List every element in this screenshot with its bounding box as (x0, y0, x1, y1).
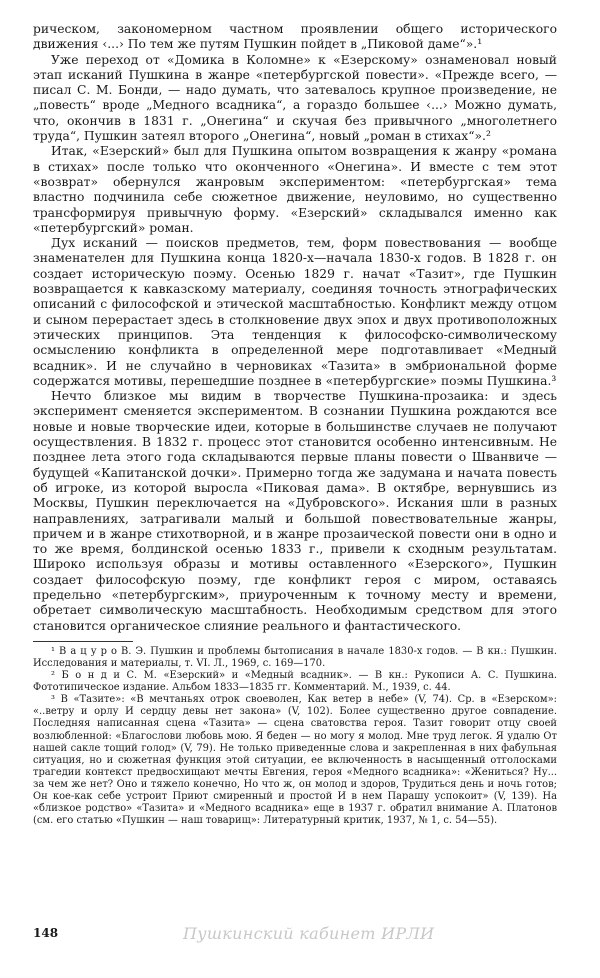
paragraph: Уже переход от «Домика в Коломне» к «Езерскому» ознаменовал новый этап исканий Пушкина в жанре «петербургской повести». «Прежде всего, — писал С. М. Бонди, — надо думать, что затевалось крупное произведение, не „повесть“ вроде „Медного всадника“, а гораздо большее ‹...› Можно думать, что, окончив в 1831 г. „Онегина“ и скучая без привычного „многолетнего труда“, Пушкин затеял второго „Онегина“, новый „роман в стихах“».² (33, 52, 557, 144)
footnote: ¹ В а ц у р о В. Э. Пушкин и проблемы бытописания в начале 1830-х годов. — В кн.: Пушкин. Исследования и материалы, т. VI. Л., 1969, с. 169—170. (33, 645, 557, 669)
watermark: Пушкинский кабинет ИРЛИ (183, 924, 435, 943)
footnote-divider (33, 641, 133, 642)
page-content (33, 22, 557, 827)
page-number: 148 (33, 926, 59, 940)
footnotes (33, 646, 557, 827)
main-text (33, 22, 557, 634)
paragraph: рическом, закономерном частном проявлении общего исторического движения ‹...› По тем же путям Пушкин пойдет в „Пиковой даме“».¹ (33, 22, 557, 52)
page-footer (33, 926, 557, 946)
paragraph: Итак, «Езерский» был для Пушкина опытом возвращения к жанру «романа в стихах» после только что оконченного «Онегина». И вместе с тем этот «возврат» обернулся жанровым экспериментом: «петербургская» тема властно подчинила себе сюжетное движение, неуловимо, но существенно трансформируя привычную форму. «Езерский» складывался именно как «петербургский» роман. (33, 144, 557, 235)
paragraph: Дух исканий — поисков предметов, тем, форм повествования — вообще знаменателен для Пушкина конца 1820-х—начала 1830-х годов. В 1828 г. он создает историческую поэму. Осенью 1829 г. начат «Тазит», где Пушкин возвращается к кавказскому материалу, соединяя точность этнографических описаний с философской и этической масштабностью. Конфликт между отцом и сыном перерастает здесь в столкновение двух эпох и двух противоположных этических принципов. Эта тенденция к философско-символическому осмыслению конфликта в определенной мере подготавливает «Медный всадник». И не случайно в черновиках «Тазита» в эмбриональной форме содержатся мотивы, перешедшие позднее в «петербургские» поэмы Пушкина.³ (33, 236, 557, 388)
footnote: ² Б о н д и С. М. «Езерский» и «Медный всадник». — В кн.: Рукописи А. С. Пушкина. Фототипическое издание. Альбом 1833—1835 гг. Комментарий. М., 1939, с. 44. (33, 670, 557, 694)
paragraph: Нечто близкое мы видим в творчестве Пушкина-прозаика: и здесь эксперимент сменяется экспериментом. В сознании Пушкина рождаются все новые и новые творческие идеи, которые в большинстве случаев не получают осуществления. В 1832 г. процесс этот становится особенно интенсивным. Не позднее лета этого года складываются первые планы повести о Шванвиче — будущей «Капитанской дочки». Примерно тогда же задумана и начата повесть об игроке, из которой выросла «Пиковая дама». В октябре, вернувшись из Москвы, Пушкин переключается на «Дубровского». Искания шли в разных направлениях, затрагивали малый и большой повествовательные жанры, причем и в жанре стихотворной, и в жанре прозаической повести они в одно и то же время, болдинской осенью 1833 г., привели к сходным результатам. Широко используя образы и мотивы оставленного «Езерского», Пушкин создает философскую поэму, где конфликт героя с миром, оставаясь предельно «петербургским», приуроченным к точному месту и времени, обретает символическую масштабность. Необходимым средством для этого становится органическое слияние реального и фантастического. (33, 389, 557, 633)
footnote: ³ В «Тазите»: «В мечтаньях отрок своеволен, Как ветер в небе» (V, 74). Ср. в «Езерском»: «..ветру и орлу И сердцу девы нет закона» (V, 102). Более существенно другое совпадение. Последняя написанная сцена «Тазита» — сцена сватовства героя. Тазит говорит отцу своей возлюбленной: «Благослови любовь мою. Я беден — но могу я молод. Мне труд легок. Я удалю От нашей сакле тощий голод» (V, 79). Не только приведенные слова и закрепленная в них фабульная ситуация, но и сюжетная функция этой ситуации, ее включенность в насыщенный отголосками трагедии контекст предвосхищают мечты Евгения, героя «Медного всадника»: «Жениться? Ну... за чем же нет? Оно и тяжело конечно, Но что ж, он молод и здоров, Трудиться день и ночь готов; Он кое-как себе устроит Приют смиренный и простой И в нем Парашу успокоит» (V, 139). На «близкое родство» «Тазита» и «Медного всадника» еще в 1937 г. обратил внимание А. Платонов (см. его статью «Пушкин — наш товарищ»: Литературный критик, 1937, № 1, с. 54—55). (33, 694, 557, 827)
